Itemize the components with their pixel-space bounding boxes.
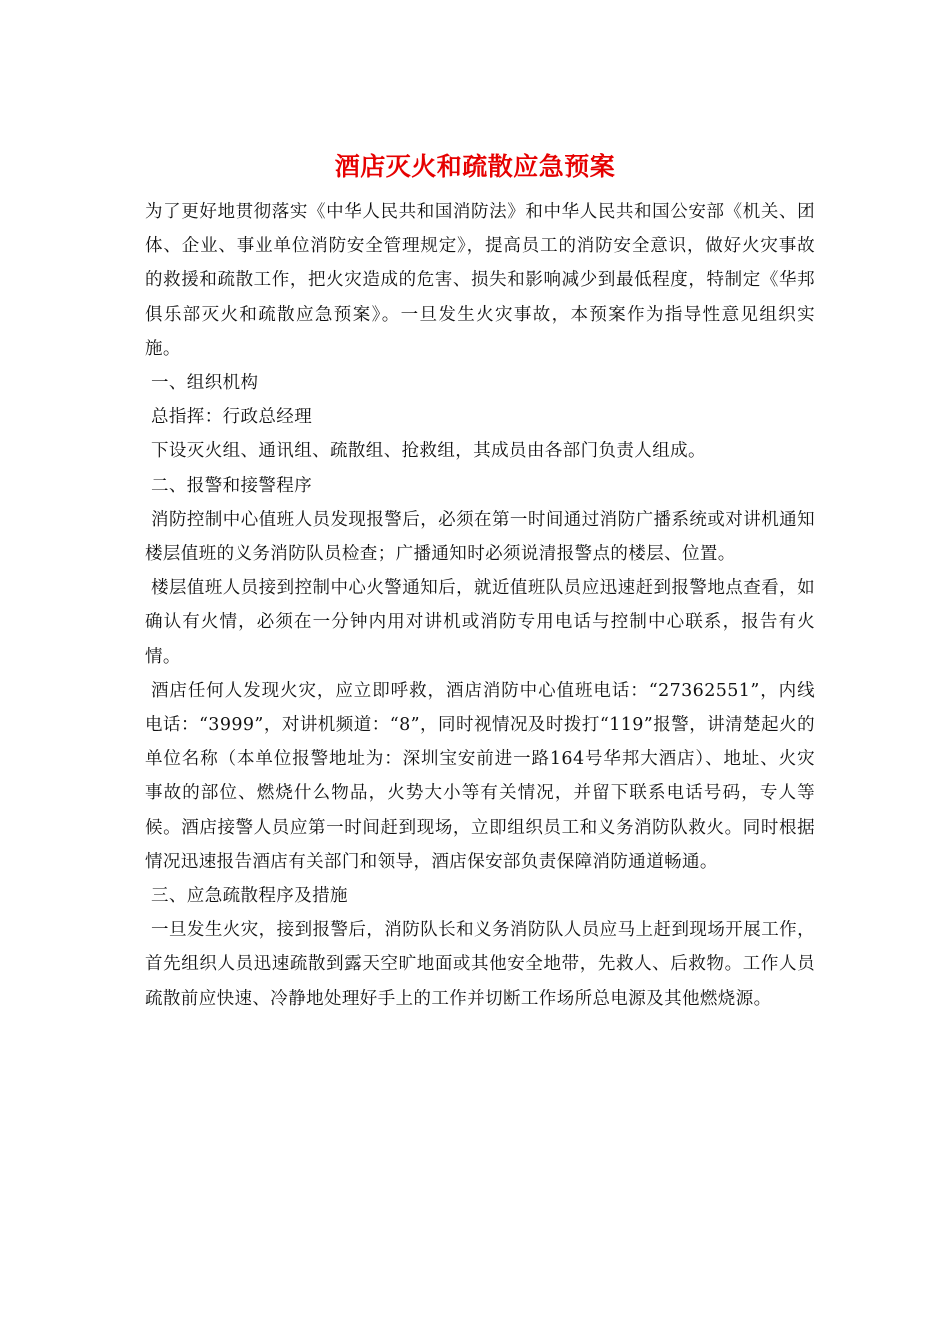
paragraph-control-center: 消防控制中心值班人员发现报警后，必须在第一时间通过消防广播系统或对讲机通知楼层值班的义务消防队员检查；广播通知时必须说清报警点的楼层、位置。 [145,509,815,565]
document-title: 酒店灭火和疏散应急预案 [334,152,616,181]
paragraph-intro: 为了更好地贯彻落实《中华人民共和国消防法》和中华人民共和国公安部《机关、团体、企业、事业单位消防安全管理规定》，提高员工的消防安全意识，做好火灾事故的救援和疏散工作，把火灾造成的危害、损失和影响减少到最低程度，特制定《华邦俱乐部灭火和疏散应急预案》。一旦发生火灾事故，本预案作为指导性意见组织实施。 [145,202,815,359]
paragraph-evacuation: 一旦发生火灾，接到报警后，消防队长和义务消防队人员应马上赶到现场开展工作，首先组织人员迅速疏散到露天空旷地面或其他安全地带，先救人、后救物。工作人员疏散前应快速、冷静地处理好手上的工作并切断工作场所总电源及其他燃烧源。 [145,920,815,1009]
paragraph-floor-duty: 楼层值班人员接到控制中心火警通知后，就近值班队员应迅速赶到报警地点查看，如确认有火情，必须在一分钟内用对讲机或消防专用电话与控制中心联系，报告有火情。 [145,578,815,667]
paragraph-groups: 下设灭火组、通讯组、疏散组、抢救组，其成员由各部门负责人组成。 [151,441,706,462]
paragraph-report-fire: 酒店任何人发现火灾，应立即呼救，酒店消防中心值班电话：“27362551”，内线电话：“3999”，对讲机频道：“8”，同时视情况及时拨打“119”报警，讲清楚起火的单位名称（本单位报警地址为：深圳宝安前进一路164号华邦大酒店）、地址、火灾事故的部位、燃烧什么物品，火势大小等有关情况，并留下联系电话号码，专人等候。酒店接警人员应第一时间赶到现场，立即组织员工和义务消防队救火。同时根据情况迅速报告酒店有关部门和领导，酒店保安部负责保障消防通道畅通。 [145,680,815,872]
section-heading-evacuation: 三、应急疏散程序及措施 [151,886,348,907]
paragraph-commander: 总指挥：行政总经理 [151,407,313,428]
section-heading-organization: 一、组织机构 [151,373,259,394]
document-body [145,195,815,1016]
section-heading-alarm: 二、报警和接警程序 [151,475,313,496]
